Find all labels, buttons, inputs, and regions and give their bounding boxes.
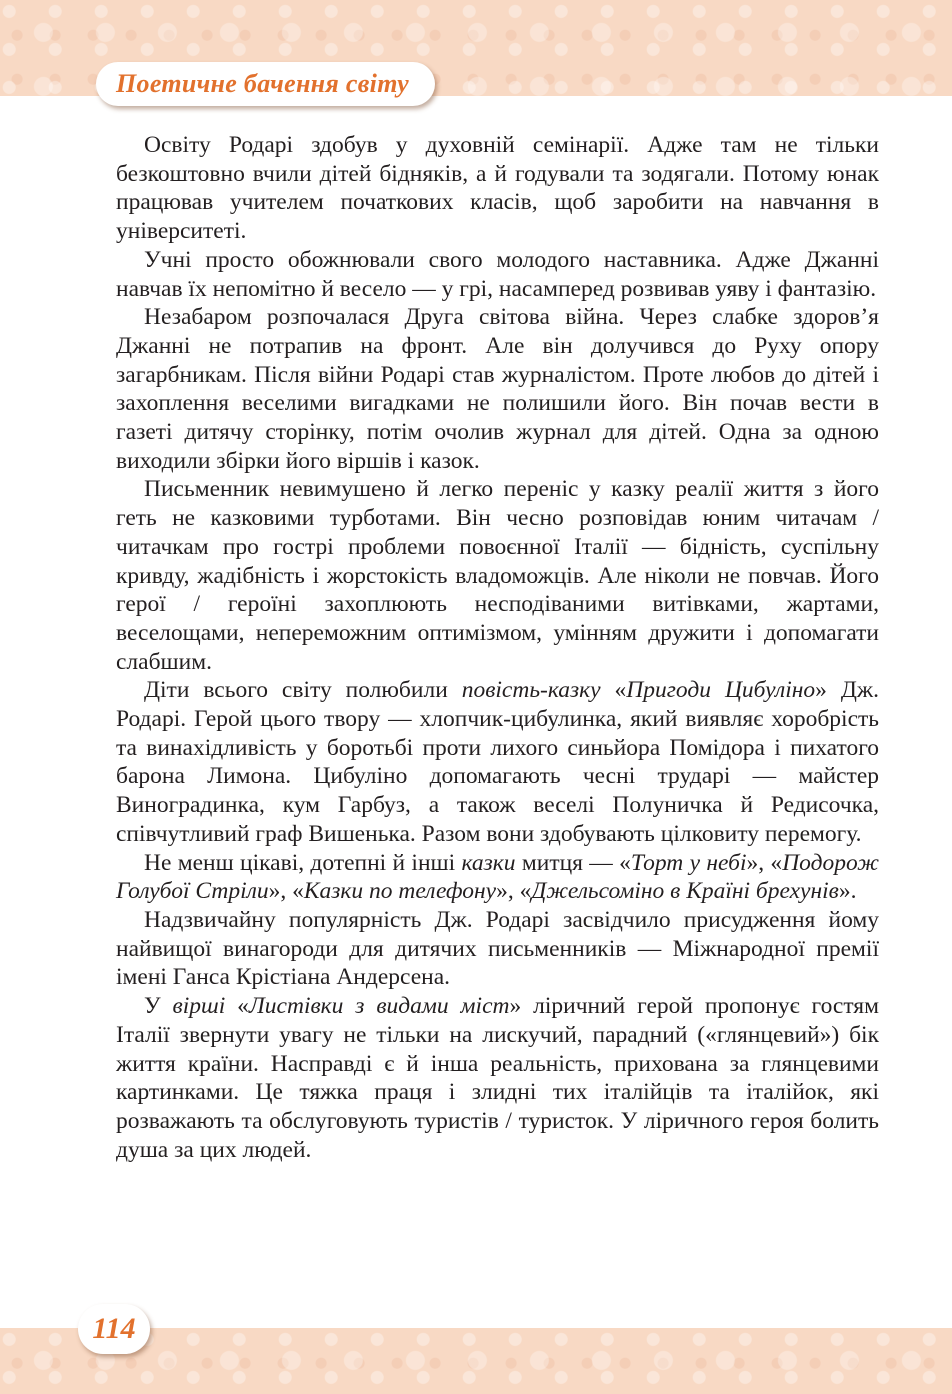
paragraph	[116, 906, 879, 992]
page-number-badge	[78, 1304, 150, 1354]
text-segment: ».	[838, 878, 857, 905]
body-text	[116, 131, 879, 1164]
paragraph	[116, 475, 879, 676]
text-segment: », «	[496, 878, 532, 905]
text-segment: Діти всього світу полюбили	[144, 677, 462, 704]
paragraph	[116, 303, 879, 475]
paragraph	[116, 246, 879, 303]
text-segment: У	[144, 993, 173, 1020]
paragraph	[116, 676, 879, 848]
italic-text: Пригоди Цибуліно	[626, 677, 816, 704]
text-segment: Освіту Родарі здобув у духовній семінарії. Адже там не тільки безкоштовно вчили дітей бідняків, а й годували та зодягали. Потому юнак працював учителем початкових класів, щоб заробити на навчання в університеті.	[116, 132, 879, 245]
text-segment: Надзвичайну популярність Дж. Родарі засвідчило присудження йому найвищої винагороди для дитячих письменників — Міжнародної премії імені Ганса Крістіана Андерсена.	[116, 906, 879, 991]
italic-text: Джельсоміно в Країні брехунів	[531, 878, 839, 905]
text-segment: », «	[268, 878, 304, 905]
italic-text: Торт у небі	[630, 849, 747, 876]
text-segment: », «	[746, 849, 783, 876]
text-segment: Незабаром розпочалася Друга світова війна. Через слабке здоров’я Джанні не потрапив на фронт. Але він долучився до Руху опору загарбникам. Після війни Родарі став журналістом. Проте любов до дітей і захоплення веселими вигадками не полишили його. Він почав вести в газеті дитячу сторінку, потім очолив журнал для дітей. Одна за одною виходили збірки його віршів і казок.	[116, 304, 879, 474]
section-header	[96, 62, 435, 106]
page-number: 114	[92, 1312, 136, 1345]
text-segment: Не менш цікаві, дотепні й інші	[144, 849, 462, 876]
italic-text: Подорож Голубої Стріли	[116, 849, 880, 905]
paragraph	[116, 849, 879, 906]
section-title: Поетичне бачення світу	[116, 69, 409, 98]
italic-text: Листівки з видами міст	[248, 993, 510, 1020]
text-segment: Письменник невимушено й легко переніс у казку реалії життя з його геть не казковими турботами. Він чесно розповідав юним читачам / читачкам про гострі проблеми повоєнної Італії — бідність, суспільну кривду, жадібність і жорстокість владоможців. Але ніколи не повчав. Його герої / героїні захоплюють несподіваними витівками, жартами, веселощами, непереможним оптимізмом, умінням дружити і допомагати слабшим.	[116, 476, 879, 675]
italic-text: повість-казку	[461, 677, 601, 704]
italic-text: Казки по телефону	[303, 878, 497, 905]
text-segment: «	[225, 993, 249, 1020]
paragraph	[116, 131, 879, 246]
text-segment: митця — «	[515, 849, 631, 876]
text-segment: «	[600, 677, 627, 704]
text-segment: » Дж. Родарі. Герой цього твору — хлопчик-цибулинка, який виявляє хоробрість та винахідливість у боротьбі проти лихого синьйора Помідора і пихатого барона Лимона. Цибуліно допомагають чесні трударі — майстер Виноградинка, кум Гарбуз, а також веселі Полуничка й Редисочка, співчутливий граф Вишенька. Разом вони здобувають цілковиту перемогу.	[116, 677, 879, 847]
paragraph	[116, 992, 879, 1164]
text-segment: » ліричний герой пропонує гостям Італії звернути увагу не тільки на лискучий, парадний («глянцевий») бік життя країни. Насправді є й інша реальність, прихована за глянцевими картинками. Це тяжка праця і злидні тих італійців та італійок, які розважають та обслуговують туристів / туристок. У ліричного героя болить душа за цих людей.	[116, 993, 879, 1163]
italic-text: казки	[461, 849, 516, 876]
italic-text: вірші	[172, 993, 226, 1020]
text-segment: Учні просто обожнювали свого молодого наставника. Адже Джанні навчав їх непомітно й весело — у грі, насамперед розвивав уяву і фантазію.	[116, 246, 879, 302]
